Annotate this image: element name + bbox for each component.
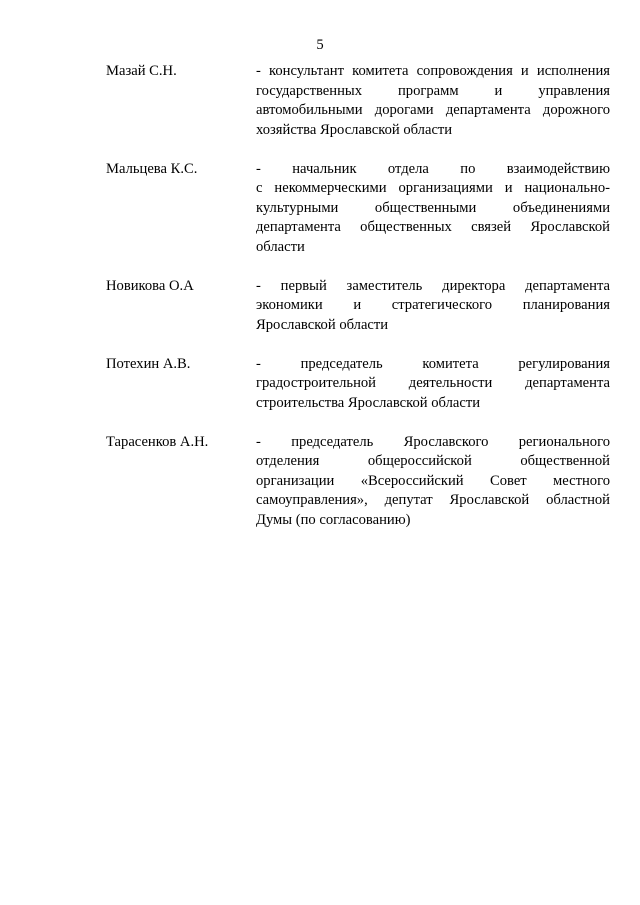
position-line: экономики и стратегического планирования — [256, 297, 610, 313]
position-line: культурными общественными объединениями — [256, 199, 610, 216]
member-position — [256, 433, 610, 531]
member-position — [256, 277, 610, 336]
member-entry — [106, 62, 610, 140]
position-line: - консультант комитета сопровождения и исполнения — [256, 63, 610, 79]
position-line: - председатель Ярославского регионального — [256, 433, 610, 450]
position-line: департамента общественных связей Ярославской — [256, 219, 610, 235]
position-line: градостроительной деятельности департамента — [256, 375, 610, 391]
member-entry — [106, 160, 610, 258]
member-list — [106, 62, 610, 550]
position-line: автомобильными дорогами департамента дорожного — [256, 102, 610, 118]
position-line: отделения общероссийской общественной — [256, 453, 610, 469]
member-entry — [106, 355, 610, 414]
page-number: 5 — [316, 37, 324, 53]
position-line: строительства Ярославской области — [256, 394, 481, 411]
position-line: самоуправления», депутат Ярославской областной — [256, 492, 610, 508]
member-name: Новикова О.А — [106, 277, 194, 294]
member-name: Тарасенков А.Н. — [106, 433, 209, 450]
position-line: области — [256, 238, 305, 255]
position-line: - первый заместитель директора департамента — [256, 277, 610, 294]
position-line: - председатель комитета регулирования — [256, 355, 610, 372]
member-position — [256, 355, 610, 414]
position-line: - начальник отдела по взаимодействию — [256, 160, 610, 177]
member-name: Мазай С.Н. — [106, 63, 177, 79]
member-position — [256, 160, 610, 258]
member-name: Мальцева К.С. — [106, 160, 198, 177]
position-line: Думы (по согласованию) — [256, 511, 411, 528]
position-line: Ярославской области — [256, 316, 389, 333]
member-entry — [106, 433, 610, 531]
position-line: с некоммерческими организациями и национально- — [256, 180, 610, 196]
member-name: Потехин А.В. — [106, 355, 191, 372]
member-entry — [106, 277, 610, 336]
position-line: организации «Всероссийский Совет местного — [256, 472, 610, 489]
position-line: государственных программ и управления — [256, 82, 610, 99]
position-line: хозяйства Ярославской области — [256, 121, 453, 138]
member-position — [256, 62, 610, 140]
